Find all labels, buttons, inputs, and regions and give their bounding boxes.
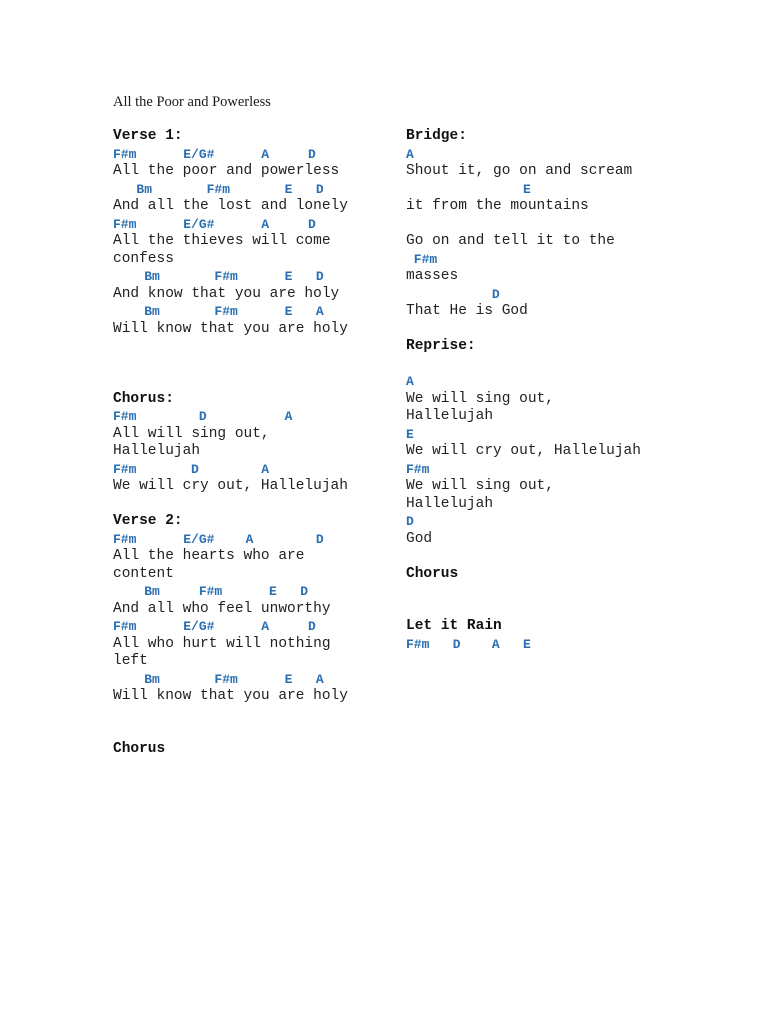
- lyric-line: And all who feel unworthy: [113, 600, 331, 617]
- lyric-line: masses: [406, 268, 459, 284]
- blank-line: [406, 321, 736, 339]
- chord-line: E: [406, 426, 414, 442]
- lyric-line: All the thieves will come: [113, 233, 331, 249]
- lyric-line: All the poor and powerless: [113, 163, 340, 179]
- lyric-line: Hallelujah: [406, 408, 494, 424]
- chord-line: F#m E/G# A D: [113, 531, 324, 547]
- chord-line: D: [406, 514, 414, 529]
- lyric-line: And all the lost and lonely: [113, 198, 348, 214]
- chord-line: F#m E/G# A D: [113, 216, 316, 232]
- section-heading: Chorus: [406, 565, 459, 582]
- section-heading: Let it Rain: [406, 618, 502, 634]
- blank-line: [406, 356, 736, 374]
- lyric-line: We will cry out, Hallelujah: [406, 443, 641, 459]
- chord-line: Bm F#m E D: [113, 269, 324, 284]
- blank-line: [113, 338, 383, 356]
- lyric-line: We will cry out, Hallelujah: [113, 478, 348, 494]
- blank-line: [406, 601, 736, 619]
- chord-line: F#m D A: [113, 409, 293, 424]
- chord-line: A: [406, 374, 414, 389]
- chord-line: Bm F#m E A: [113, 671, 324, 687]
- lyric-line: All the hearts who are: [113, 548, 305, 564]
- blank-line: [406, 216, 736, 234]
- lyric-line: left: [113, 653, 148, 669]
- lyric-line: it from the mountains: [406, 198, 589, 214]
- lyric-line: God: [406, 530, 433, 547]
- chord-line: F#m E/G# A D: [113, 146, 316, 162]
- blank-line: [113, 356, 383, 374]
- section-heading: Verse 2:: [113, 513, 183, 529]
- lyric-line: Will know that you are holy: [113, 320, 348, 337]
- lyric-line: Will know that you are holy: [113, 688, 348, 704]
- lyric-line: That He is God: [406, 303, 528, 319]
- section-heading: Chorus:: [113, 390, 174, 407]
- lyric-line: And know that you are holy: [113, 285, 340, 302]
- lyric-line: Go on and tell it to the: [406, 233, 615, 249]
- blank-line: [113, 373, 383, 391]
- left-column: [113, 128, 383, 758]
- lyric-line: Hallelujah: [113, 443, 201, 459]
- lyric-line: Hallelujah: [406, 495, 494, 512]
- chord-line: Bm F#m E A: [113, 304, 324, 319]
- chord-line: F#m D A: [113, 461, 270, 477]
- blank-line: [113, 496, 383, 514]
- lyric-line: We will sing out,: [406, 390, 554, 407]
- section-heading: Verse 1:: [113, 128, 183, 144]
- chord-line: F#m D A E: [406, 636, 531, 652]
- lyric-line: All who hurt will nothing: [113, 635, 331, 652]
- lyric-line: Shout it, go on and scream: [406, 163, 633, 179]
- chord-line: A: [406, 146, 414, 162]
- chord-line: E: [406, 181, 531, 197]
- lyric-line: We will sing out,: [406, 478, 554, 494]
- chord-line: D: [406, 286, 500, 302]
- lyric-line: confess: [113, 250, 174, 267]
- blank-line: [406, 548, 736, 566]
- blank-line: [113, 706, 383, 724]
- section-heading: Bridge:: [406, 128, 467, 144]
- section-heading: Chorus: [113, 740, 166, 757]
- blank-line: [113, 723, 383, 741]
- blank-line: [406, 583, 736, 601]
- lyric-line: All will sing out,: [113, 425, 270, 442]
- right-column: [406, 128, 736, 653]
- chord-line: F#m: [406, 251, 438, 267]
- section-heading: Reprise:: [406, 338, 476, 354]
- chord-line: F#m E/G# A D: [113, 619, 316, 634]
- lyric-line: content: [113, 565, 174, 582]
- chord-line: F#m: [406, 461, 430, 477]
- chord-line: Bm F#m E D: [113, 181, 324, 197]
- chord-line: Bm F#m E D: [113, 584, 309, 599]
- song-title: All the Poor and Powerless: [113, 94, 271, 110]
